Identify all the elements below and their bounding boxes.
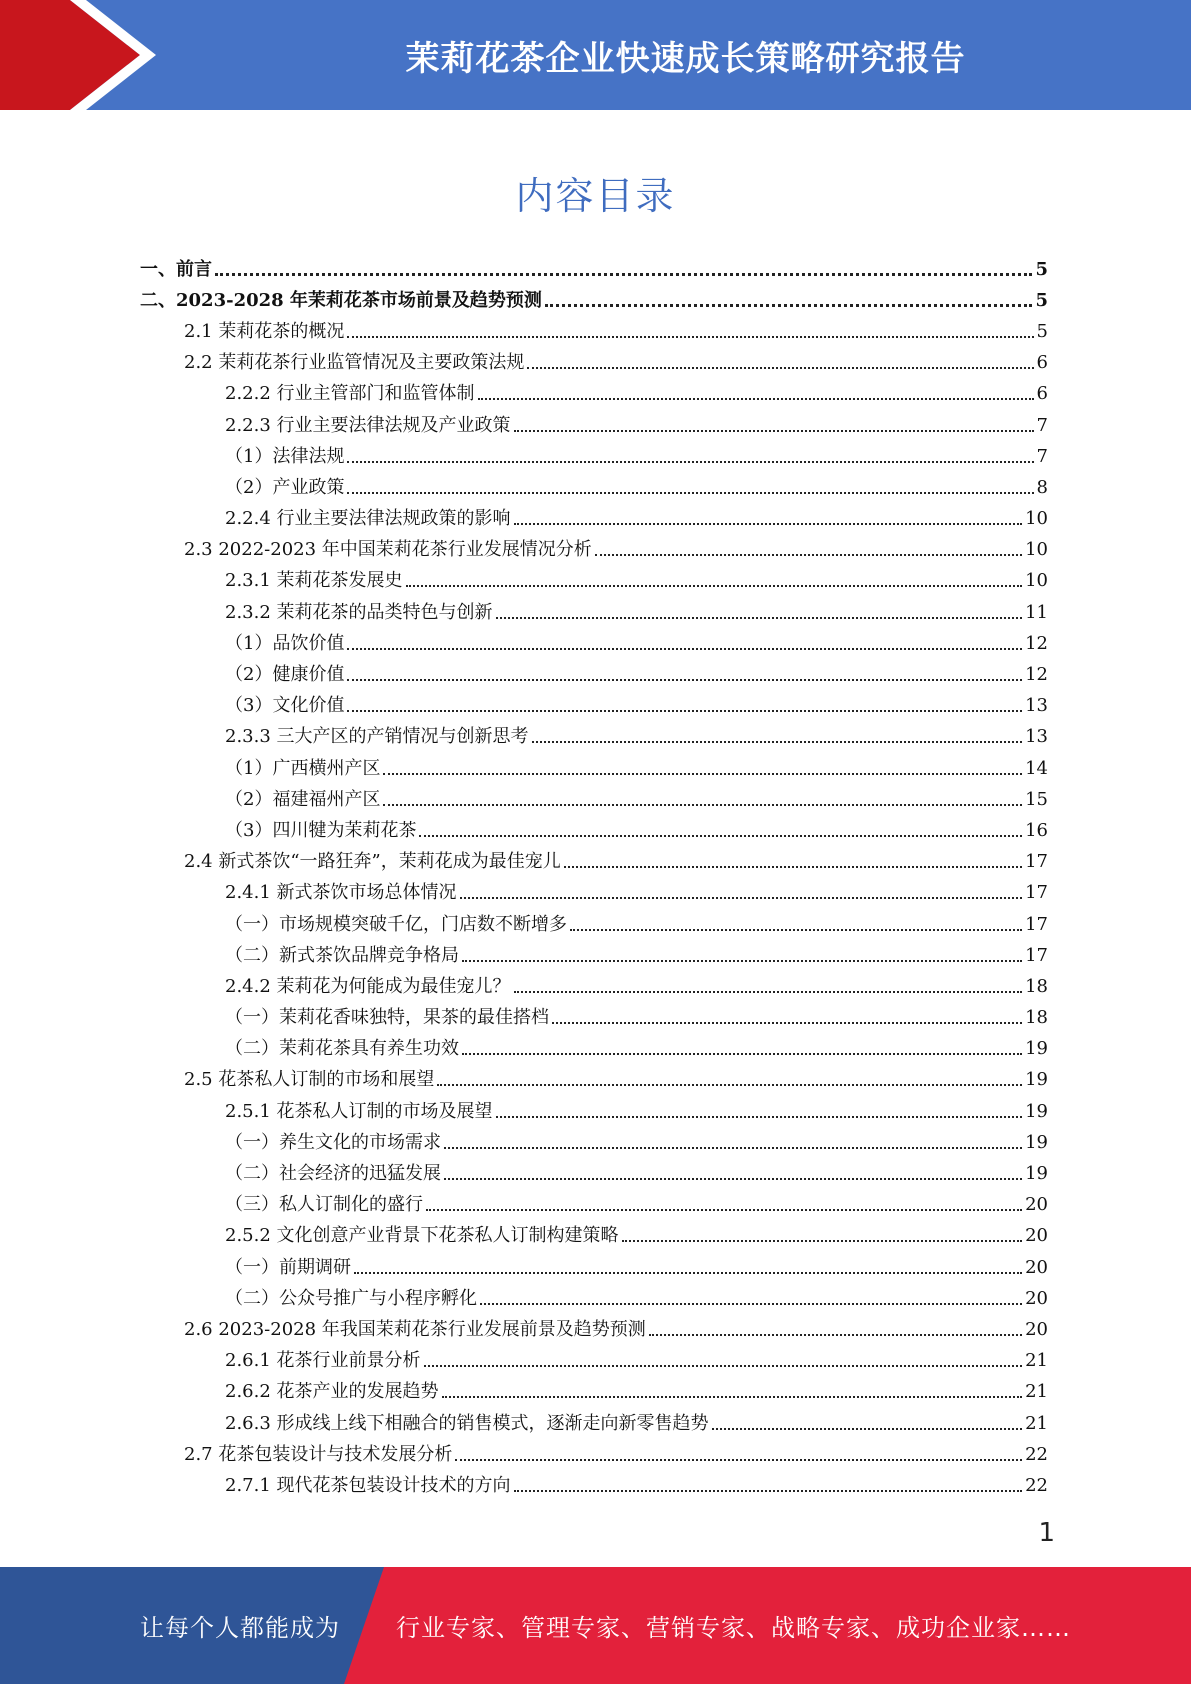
- toc-entry[interactable]: [140, 1252, 1048, 1283]
- toc-entry-title: 2.5 花茶私人订制的市场和展望: [184, 1069, 435, 1091]
- toc-dot-leader: [527, 367, 1033, 369]
- toc-entry-title: （一）养生文化的市场需求: [225, 1131, 441, 1153]
- toc-entry-title: （三）私人订制化的盛行: [225, 1194, 423, 1216]
- toc-entry[interactable]: [140, 1221, 1048, 1252]
- toc-entry[interactable]: [140, 753, 1048, 784]
- toc-entry[interactable]: [140, 815, 1048, 846]
- toc-dot-leader: [426, 1209, 1022, 1211]
- toc-entry-title: （二）新式茶饮品牌竞争格局: [225, 944, 459, 966]
- toc-dot-leader: [406, 585, 1023, 587]
- toc-dot-leader: [496, 1116, 1023, 1118]
- toc-entry-page: 17: [1025, 851, 1048, 873]
- toc-entry-page: 19: [1025, 1038, 1048, 1060]
- toc-entry-title: 2.3.3 三大产区的产销情况与创新思考: [225, 726, 529, 748]
- toc-entry-title: 2.7 花茶包装设计与技术发展分析: [184, 1443, 453, 1465]
- toc-entry-title: 2.6 2023-2028 年我国茉莉花茶行业发展前景及趋势预测: [184, 1318, 646, 1340]
- toc-dot-leader: [545, 304, 1033, 307]
- toc-entry[interactable]: [140, 1283, 1048, 1314]
- toc-entry-page: 18: [1025, 975, 1048, 997]
- toc-entry[interactable]: [140, 597, 1048, 628]
- toc-dot-leader: [514, 1490, 1023, 1492]
- toc-dot-leader: [622, 1240, 1023, 1242]
- toc-entry-page: 10: [1025, 570, 1048, 592]
- toc-dot-leader: [347, 461, 1033, 463]
- toc-dot-leader: [460, 897, 1023, 899]
- toc-entry[interactable]: [140, 1408, 1048, 1439]
- toc-entry[interactable]: [140, 472, 1048, 503]
- footer-slogan-left: 让每个人都能成为: [140, 1614, 340, 1642]
- toc-entry-page: 17: [1025, 913, 1048, 935]
- toc-entry[interactable]: [140, 254, 1048, 285]
- toc-dot-leader: [347, 679, 1022, 681]
- toc-dot-leader: [347, 492, 1033, 494]
- toc-entry-page: 17: [1025, 944, 1048, 966]
- header-banner: [0, 0, 1191, 110]
- toc-entry-title: 2.6.2 花茶产业的发展趋势: [225, 1381, 439, 1403]
- toc-entry-title: 2.5.2 文化创意产业背景下花茶私人订制构建策略: [225, 1225, 619, 1247]
- toc-entry[interactable]: [140, 441, 1048, 472]
- toc-entry-page: 7: [1036, 445, 1048, 467]
- toc-entry-title: 2.2 茉莉花茶行业监管情况及主要政策法规: [184, 352, 525, 374]
- toc-dot-leader: [462, 1053, 1022, 1055]
- toc-entry-page: 13: [1025, 726, 1048, 748]
- toc-entry-page: 7: [1036, 414, 1048, 436]
- toc-entry-page: 8: [1036, 476, 1048, 498]
- toc-entry-title: （1）广西横州产区: [225, 757, 381, 779]
- toc-entry-page: 19: [1025, 1100, 1048, 1122]
- toc-entry[interactable]: [140, 1096, 1048, 1127]
- toc-entry-title: （二）社会经济的迅猛发展: [225, 1163, 441, 1185]
- toc-entry-page: 22: [1025, 1474, 1048, 1496]
- toc-entry[interactable]: [140, 909, 1048, 940]
- toc-entry-title: 一、前言: [140, 258, 212, 280]
- toc-entry[interactable]: [140, 285, 1048, 316]
- toc-dot-leader: [437, 1084, 1022, 1086]
- toc-entry-title: （一）市场规模突破千亿，门店数不断增多: [225, 913, 567, 935]
- toc-entry-title: （2）福建福州产区: [225, 788, 381, 810]
- toc-dot-leader: [354, 1272, 1022, 1274]
- toc-dot-leader: [712, 1428, 1023, 1430]
- report-title: 茉莉花茶企业快速成长策略研究报告: [405, 38, 966, 79]
- toc-dot-leader: [347, 648, 1022, 650]
- toc-entry[interactable]: [140, 878, 1048, 909]
- footer-banner: [0, 1567, 1191, 1684]
- toc-dot-leader: [424, 1365, 1023, 1367]
- toc-dot-leader: [514, 991, 1023, 993]
- toc-entry-page: 12: [1025, 664, 1048, 686]
- toc-entry[interactable]: [140, 1003, 1048, 1034]
- footer-slogan-right: 行业专家、管理专家、营销专家、战略专家、成功企业家……: [396, 1614, 1071, 1642]
- toc-entry-title: 2.2.4 行业主要法律法规政策的影响: [225, 508, 511, 530]
- toc-heading: 内容目录: [515, 174, 676, 218]
- toc-dot-leader: [514, 523, 1023, 525]
- toc-entry-page: 19: [1025, 1131, 1048, 1153]
- toc-dot-leader: [442, 1396, 1023, 1398]
- toc-entry[interactable]: [140, 1439, 1048, 1470]
- toc-entry-page: 14: [1025, 757, 1048, 779]
- toc-entry[interactable]: [140, 847, 1048, 878]
- toc-entry-title: 2.7.1 现代花茶包装设计技术的方向: [225, 1474, 511, 1496]
- toc-entry-title: 2.6.1 花茶行业前景分析: [225, 1350, 421, 1372]
- toc-dot-leader: [419, 835, 1022, 837]
- toc-entry-title: 2.3.2 茉莉花茶的品类特色与创新: [225, 601, 493, 623]
- toc-entry-page: 19: [1025, 1069, 1048, 1091]
- toc-entry-title: 2.4.2 茉莉花为何能成为最佳宠儿？: [225, 975, 511, 997]
- toc-entry-page: 16: [1025, 819, 1048, 841]
- toc-entry[interactable]: [140, 659, 1048, 690]
- toc-entry-page: 13: [1025, 695, 1048, 717]
- toc-dot-leader: [347, 336, 1033, 338]
- toc-entry-page: 19: [1025, 1163, 1048, 1185]
- toc-entry[interactable]: [140, 1346, 1048, 1377]
- toc-entry[interactable]: [140, 1190, 1048, 1221]
- toc-dot-leader: [444, 1178, 1022, 1180]
- toc-dot-leader: [514, 430, 1034, 432]
- toc-dot-leader: [532, 741, 1023, 743]
- toc-dot-leader: [496, 617, 1023, 619]
- toc-entry-page: 5: [1036, 320, 1048, 342]
- toc-dot-leader: [347, 710, 1022, 712]
- toc-entry-title: （1）品饮价值: [225, 632, 345, 654]
- toc-entry[interactable]: [140, 1127, 1048, 1158]
- toc-entry[interactable]: [140, 722, 1048, 753]
- toc-dot-leader: [552, 1022, 1022, 1024]
- toc-entry-page: 15: [1025, 788, 1048, 810]
- header-red-chevron: [0, 0, 140, 110]
- toc-entry[interactable]: [140, 1158, 1048, 1189]
- toc-entry[interactable]: [140, 348, 1048, 379]
- toc-entry-page: 5: [1035, 258, 1048, 280]
- toc-entry-title: （3）四川犍为茉莉花茶: [225, 819, 417, 841]
- toc-entry[interactable]: [140, 784, 1048, 815]
- toc-entry-page: 21: [1025, 1412, 1048, 1434]
- toc-entry-page: 6: [1036, 352, 1048, 374]
- toc-dot-leader: [383, 773, 1022, 775]
- toc-entry[interactable]: [140, 410, 1048, 441]
- toc-entry[interactable]: [140, 316, 1048, 347]
- toc-entry[interactable]: [140, 379, 1048, 410]
- toc-entry-page: 17: [1025, 882, 1048, 904]
- toc-entry-title: 2.4.1 新式茶饮市场总体情况: [225, 882, 457, 904]
- toc-entry-page: 11: [1025, 601, 1048, 623]
- toc-dot-leader: [564, 866, 1022, 868]
- toc-entry-title: （1）法律法规: [225, 445, 345, 467]
- toc-dot-leader: [455, 1459, 1022, 1461]
- toc-entry[interactable]: [140, 940, 1048, 971]
- toc-entry[interactable]: [140, 1314, 1048, 1345]
- toc-entry-title: 二、2023-2028 年茉莉花茶市场前景及趋势预测: [140, 289, 542, 311]
- toc-entry[interactable]: [140, 971, 1048, 1002]
- toc-list: [140, 254, 1048, 1502]
- toc-entry[interactable]: [140, 504, 1048, 535]
- toc-entry-title: （2）产业政策: [225, 476, 345, 498]
- toc-entry-title: 2.2.3 行业主要法律法规及产业政策: [225, 414, 511, 436]
- toc-entry-title: （一）茉莉花香味独特，果茶的最佳搭档: [225, 1007, 549, 1029]
- toc-entry-title: （二）公众号推广与小程序孵化: [225, 1287, 477, 1309]
- toc-entry-page: 5: [1035, 289, 1048, 311]
- toc-dot-leader: [649, 1334, 1022, 1336]
- toc-entry-title: 2.5.1 花茶私人订制的市场及展望: [225, 1100, 493, 1122]
- toc-entry[interactable]: [140, 566, 1048, 597]
- toc-dot-leader: [478, 398, 1034, 400]
- toc-entry-page: 6: [1036, 383, 1048, 405]
- toc-entry-title: 2.2.2 行业主管部门和监管体制: [225, 383, 475, 405]
- toc-dot-leader: [462, 960, 1022, 962]
- toc-entry-title: 2.3.1 茉莉花茶发展史: [225, 570, 403, 592]
- toc-dot-leader: [444, 1147, 1022, 1149]
- toc-dot-leader: [480, 1303, 1022, 1305]
- toc-entry-page: 20: [1025, 1225, 1048, 1247]
- toc-entry-page: 10: [1025, 539, 1048, 561]
- toc-entry-title: 2.1 茉莉花茶的概况: [184, 320, 345, 342]
- toc-dot-leader: [383, 804, 1022, 806]
- toc-entry-title: （3）文化价值: [225, 695, 345, 717]
- toc-entry-title: 2.4 新式茶饮“一路狂奔”，茉莉花成为最佳宠儿: [184, 851, 561, 873]
- toc-entry[interactable]: [140, 535, 1048, 566]
- toc-entry-title: （一）前期调研: [225, 1256, 351, 1278]
- toc-entry-page: 18: [1025, 1007, 1048, 1029]
- toc-entry-page: 22: [1025, 1443, 1048, 1465]
- toc-entry-page: 20: [1025, 1318, 1048, 1340]
- toc-entry-title: 2.6.3 形成线上线下相融合的销售模式，逐渐走向新零售趋势: [225, 1412, 709, 1434]
- toc-entry-page: 12: [1025, 632, 1048, 654]
- toc-entry-title: 2.3 2022-2023 年中国茉莉花茶行业发展情况分析: [184, 539, 592, 561]
- toc-entry[interactable]: [140, 691, 1048, 722]
- toc-entry[interactable]: [140, 1034, 1048, 1065]
- toc-entry-page: 21: [1025, 1350, 1048, 1372]
- toc-dot-leader: [595, 554, 1022, 556]
- toc-entry-title: （2）健康价值: [225, 664, 345, 686]
- page-number: 1: [1038, 1518, 1055, 1548]
- toc-entry-page: 20: [1025, 1287, 1048, 1309]
- toc-entry-title: （二）茉莉花茶具有养生功效: [225, 1038, 459, 1060]
- toc-entry-page: 10: [1025, 508, 1048, 530]
- toc-entry[interactable]: [140, 1065, 1048, 1096]
- toc-entry[interactable]: [140, 1470, 1048, 1501]
- toc-entry[interactable]: [140, 628, 1048, 659]
- toc-entry-page: 20: [1025, 1194, 1048, 1216]
- toc-entry[interactable]: [140, 1377, 1048, 1408]
- toc-entry-page: 21: [1025, 1381, 1048, 1403]
- toc-dot-leader: [570, 929, 1022, 931]
- toc-entry-page: 20: [1025, 1256, 1048, 1278]
- toc-dot-leader: [215, 273, 1032, 276]
